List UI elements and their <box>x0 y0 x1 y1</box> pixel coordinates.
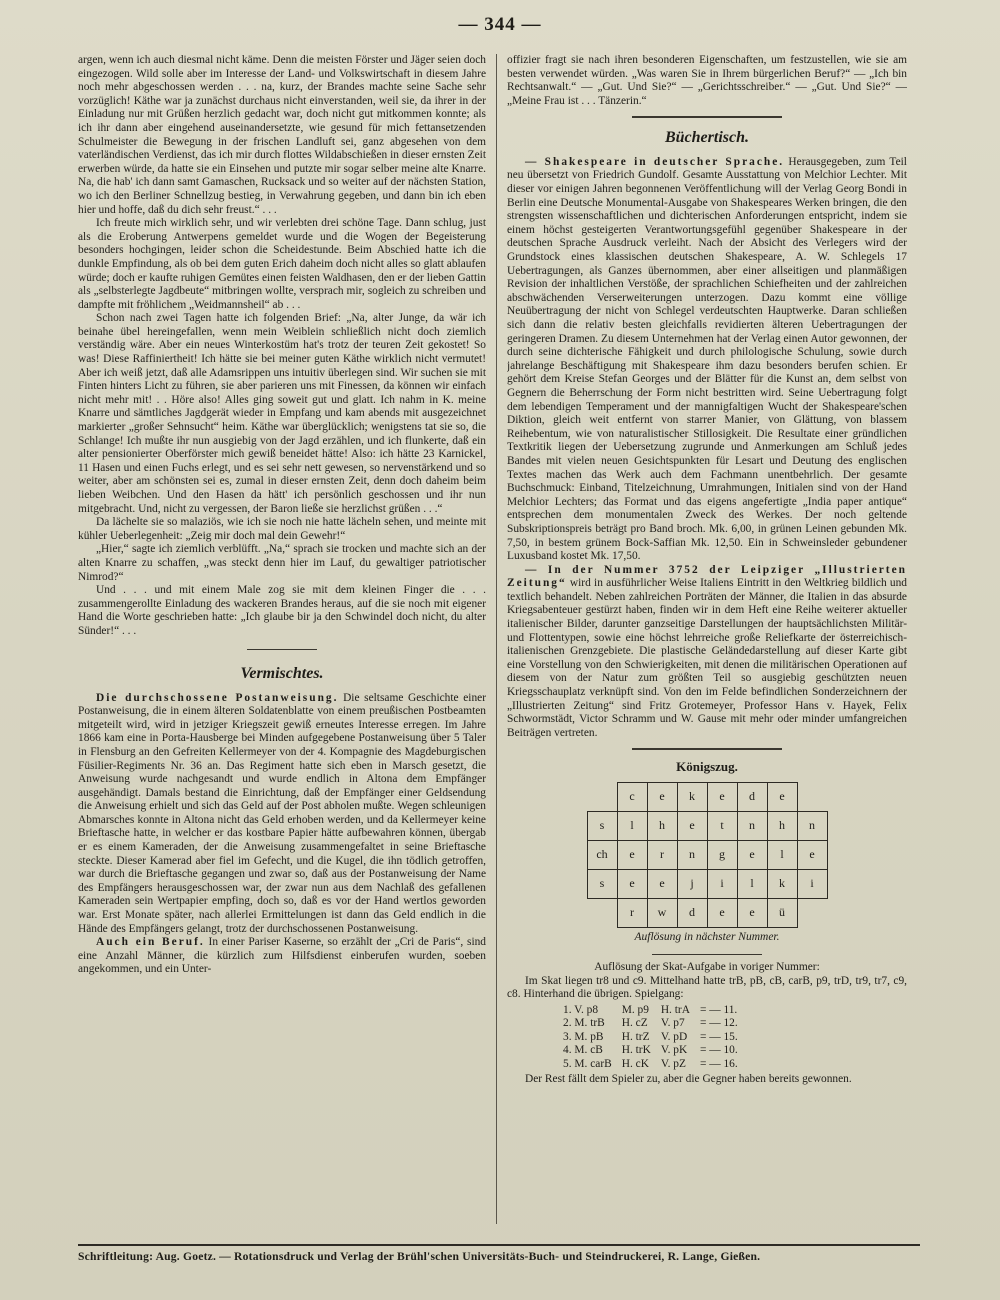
article-lead: Die durchschossene Postanweisung. <box>96 691 339 704</box>
skat-moves-table <box>563 1004 748 1071</box>
puzzle-row <box>587 782 827 811</box>
puzzle-row <box>587 811 827 840</box>
puzzle-cell: e <box>767 782 797 811</box>
puzzle-blank <box>587 782 617 811</box>
skat-cell: H. trK <box>621 1044 651 1057</box>
skat-cell: V. pZ <box>660 1057 686 1070</box>
puzzle-grid <box>587 782 828 928</box>
misc-article <box>78 936 486 977</box>
puzzle-cell: e <box>707 898 737 927</box>
puzzle-cell: e <box>797 840 827 869</box>
puzzle-cell: ch <box>587 840 617 869</box>
skat-trick-row <box>563 1044 748 1057</box>
puzzle-cell: h <box>767 811 797 840</box>
puzzle-cell: e <box>737 840 767 869</box>
puzzle-cell: d <box>677 898 707 927</box>
story-paragraph: „Hier,“ sagte ich ziemlich verblüfft. „Na,“ sprach sie trocken und machte sich an der alten Knarre zu schaffen, „was steckt denn hier im Lauf, du gewaltiger patriotischer Nimrod?“ <box>78 543 486 583</box>
review-text: Herausgegeben, zum Teil neu übersetzt von Friedrich Gundolf. Gesamte Ausstattung von Melchior Lechter. Mit dieser vor einigen Jahren begonnenen Veröffentlichung will der Verlag Georg Bondi in Berlin eine Deutsche Monumental-Ausgabe von Shakespeares Werken bringen, die den strengsten wissenschaftlichen und dichterischen Anforderungen entspricht, indem sie einem höchst gesteigerten Verantwortungsgefühl gegenüber Shakespeare in der deutschen Sprache Ausdruck verleiht. Nach der Absicht des Verlegers wird der Grundstock eines klassischen deutschen Shakespeare, A. W. Schlegels 17 Uebertragungen, als Ganzes übernommen, aber einer allseitigen und planmäßigen Revision der inhaltlichen Verstöße, der sprachlichen Schiefheiten und der zahlreichen abschwächenden Verserweiterungen unterzogen. Dazu kommt eine völlige Neuübertragung der nicht von Schlegel verdeutschten Hauptwerke. Daran schließen sich dann die relativ besten gleichfalls revidierten älteren Uebertragungen der geringeren Dramen. Zu diesem Unternehmen hat der Verlag einen Autor gewonnen, der durch seine dichterische Fähigkeit und durch philologische Schulung, sowie durch jahrelange Beschäftigung mit Shakespeare ihm dazu besonders berufen schien. Er gehört dem Kreise Stefan Georges und der Blätter für die Kunst an, dem selbst von Gegnern die Beherrschung der Form nicht bestritten wird. Seine Uebertragung folgt dem lebendigen Temperament und der mannigfaltigen Wucht der Shakespeare'schen Diktion, gleich weit entfernt von starrer Manier, von Glättung, von blassem Reihebentum, wie von naturalistischer Stillosigkeit. Die Resultate einer gründlichen Textkritik liegen der Uebersetzung zugrunde und Anmerkungen am Schluß jedes Bandes mit vielen neuen Gesichtspunkten für Lesart und Deutung des englischen Textes machen das Werk auch dem Fachmann unentbehrlich. Der gesamte Buchschmuck: Einband, Titelzeichnung, Umrahmungen, Initialen sind von der Hand Melchior Lechters; das Format und das eigens angefertigte „India paper antique“ entsprechen dem monumentalen Zweck des Werkes. Der noch geltende Subskriptionspreis beträgt pro Band broch. Mk. 6,00, in grünen Leinen gebunden Mk. 7,50, in bestem grünem Bock-Saffian Mk. 12,50. Ein in Schweinsleder gebundener Luxusband kostet Mk. 17,50. <box>507 155 907 563</box>
skat-cell: = — 10. <box>699 1044 738 1057</box>
puzzle-cell: r <box>647 840 677 869</box>
book-review <box>507 156 907 564</box>
skat-cell: H. trZ <box>621 1030 650 1043</box>
puzzle-cell: c <box>617 782 647 811</box>
puzzle-row <box>587 840 827 869</box>
skat-cell: M. p9 <box>621 1003 649 1016</box>
puzzle-cell: i <box>797 869 827 898</box>
skat-cell: = — 16. <box>699 1057 738 1070</box>
story-paragraph: Ich freute mich wirklich sehr, und wir verlebten drei schöne Tage. Dann schlug, just als die Eroberung Antwerpens gemeldet wurde und die Wogen der Begeisterung besonders hochgingen, leider schon die Scheidestunde. Beim Abschied hatte ich die dunkle Empfindung, als ob bei dem guten Erich daheim doch nicht alles so glatt ablaufen würde; doch er kaufte ruhigen Gemütes einen feisten Waldhasen, den er der lieben Gattin als „selbsterlegte Jagdbeute“ mitbringen wollte, versprach mir, sogleich zu schreiben und dampfte mit fröhlichem „Weidmannsheil“ ab . . . <box>78 217 486 311</box>
puzzle-row <box>587 869 827 898</box>
page-number: — 344 — <box>458 14 542 35</box>
puzzle-cell: d <box>737 782 767 811</box>
story-paragraph: Und . . . und mit einem Male zog sie mit dem kleinen Finger die . . . zusammengerollte Einladung des wackeren Brandes heraus, auf die sie noch mit eigener Hand die Worte geschrieben hatte: „Ich glaube bir ja den Schwindel doch nicht, du alter Sünder!“ . . . <box>78 584 486 637</box>
continuation-paragraph: offizier fragt sie nach ihren besonderen Eigenschaften, um festzustellen, wie sie am besten verwendet würden. „Was waren Sie in Ihrem bürgerlichen Beruf?“ — „Ich bin Rechtsanwalt.“ — „Gut. Und Sie?“ — „Gerichtsschreiber.“ — „Gut. Und Sie?“ — „Meine Frau ist . . . Tänzerin.“ <box>507 54 907 107</box>
skat-cell: = — 15. <box>699 1030 738 1043</box>
right-column <box>507 54 907 1229</box>
article-text: Die seltsame Geschichte einer Postanweisung, die in einem älteren Soldatenblatte von einem preußischen Postbeamten mitgeteilt wird, wird in jetziger Kriegszeit gewiß erneutes Interesse erregen. Im Jahre 1866 kam eine in Porta-Hausberge bei Minden aufgegebene Postanweisung über 5 Taler in Flensburg an den Gefreiten Kellermeyer von der 4. Kompagnie des Magdeburgischen Füsilier-Regiments Nr. 36 an. Das Regiment hatte sich eben in Marsch gesetzt, die Anweisung wurde nachgesandt und wurde endlich in Altona dem Empfänger ausgehändigt. Damals bestand die Einrichtung, daß der Empfänger einer Geldsendung die Anweisung erhielt und sich das Geld auf der Post abholen mußte. Wegen schleunigen Abmarsches konnte in Altona nicht das Geld erhoben werden, und da Kellermeyer keine Brieftasche hatte, in welcher er das kostbare Papier hätte aufbewahren können, übergab er es einem Kameraden, der die Anweisung zusammengefaltet in seine Brieftasche steckte. Dieser Kamerad aber fiel im Gefecht, und die Kugel, die ihn tödlich getroffen, war durch die Brieftasche gegangen und zwar so, daß aus der Postanweisung der Name des Empfängers herausgeschossen war, der zwar nun aus dem Nachlaß des gefallenen Kameraden sein Wertpapier empfing, doch so, daß es vor der Hand wertlos geworden war. Erst Monate später, nach allerlei Ermittelungen ist dann das Geld endlich in die Hände des Empfängers gelangt, trotz der durchschossenen Postanweisung. <box>78 691 486 935</box>
book-review <box>507 564 907 741</box>
puzzle-cell: n <box>677 840 707 869</box>
story-paragraph: Schon nach zwei Tagen hatte ich folgenden Brief: „Na, alter Junge, da wär ich beinahe übel hereingefallen, wenn mein Weiblein schließlich nicht doch ziemlich verständig wäre. Aber ein neues Winterkostüm hat's trotz der teuren Zeit gekostet! So was! Diese Raffiniertheit! Ich hätte sie bei meiner guten Käthe wirklich nicht vermutet! Aber ich weiß jetzt, daß alle Adamsrippen uns intuitiv überlegen sind. Wir suchen sie mit Finten hinters Licht zu führen, sie aber parieren uns mit Finessen, da können wir einfach nicht mehr mit! . . Höre also! Alles ging soweit gut und glatt. Ich nahm in K. meine Knarre und sämtliches Jagdgerät wieder in Empfang und kam abends mit ausgezeichnet markierter „großer Sehnsucht“ heim. Käthe war überglücklich; wenigstens tat sie so, die Schlange! Ich mußte ihr nun ausgiebig von der Jagd erzählen, und ich flunkerte, daß ein alter pensionierter Oberförster mich gewiß beneidet hätte! Also: ich hätte 23 Karnickel, 11 Hasen und einen Fuchs erlegt, und es sei sehr nett gewesen, so nervenstärkend und so weiter, aber am schönsten sei es, zumal in dieser ernsten Zeit, denn doch daheim beim lieben Weibchen. Und den Hasen da hätt' ich persönlich geschossen und ihr nun mitgebracht. Und, nicht zu vergessen, der Baron ließe sie herzlichst grüßen . . .“ <box>78 312 486 515</box>
puzzle-cell: k <box>677 782 707 811</box>
puzzle-cell: l <box>737 869 767 898</box>
puzzle-cell: k <box>767 869 797 898</box>
puzzle-cell: g <box>707 840 737 869</box>
section-divider <box>632 116 782 118</box>
skat-trick-row <box>563 1004 748 1017</box>
section-divider <box>632 748 782 750</box>
puzzle-cell: e <box>737 898 767 927</box>
imprint-footer: Schriftleitung: Aug. Goetz. — Rotationsdruck und Verlag der Brühl'schen Universitäts-Buch- und Steindruckerei, R. Lange, Gießen. <box>78 1244 920 1263</box>
puzzle-cell: r <box>617 898 647 927</box>
puzzle-cell: e <box>707 782 737 811</box>
article-lead: Auch ein Beruf. <box>96 936 205 949</box>
review-lead: — Shakespeare in deutscher Sprache. <box>525 155 785 168</box>
story-paragraph: Da lächelte sie so malaziös, wie ich sie noch nie hatte lächeln sehen, und meinte mit kühler Ueberlegenheit: „Zeig mir doch mal dein Gewehr!“ <box>78 516 486 542</box>
solution-intro: Im Skat liegen tr8 und c9. Mittelhand hatte trB, pB, cB, carB, p9, trD, tr9, tr7, c9, c8. Hinterhand die übrigen. Spielgang: <box>507 974 907 1001</box>
skat-cell: = — 11. <box>699 1003 738 1016</box>
puzzle-blank <box>797 898 827 927</box>
puzzle-cell: l <box>617 811 647 840</box>
puzzle-cell: e <box>647 782 677 811</box>
skat-cell: V. pD <box>660 1030 688 1043</box>
left-column <box>78 54 486 1219</box>
column-divider <box>496 54 497 1224</box>
review-text: wird in ausführlicher Weise Italiens Eintritt in den Weltkrieg bildlich und textlich behandelt. Neben zahlreichen Porträten der Männer, die Italien in das absurde Kriegsabenteuer gestürzt haben, finden wir in dem Heft eine Reihe weiterer aktueller italienischer Bilder, darunter ganzseitige Darstellungen der hauptsächlichsten Militär- und Flottentypen, sowie eine höchst lehrreiche große Reliefkarte der österreichisch-italienischen Grenzgebiete. Die plastische Geländedarstellung auf dieser Karte gibt eine Vorstellung von den Schwierigkeiten, mit denen die militärischen Operationen auf diesem von der Natur zum größten Teil so ausgiebig geschützten neuen Kriegsschauplatz verknüpft sind. Von den im Felde befindlichen Sonderzeichnern der „Illustrierten Zeitung“ sind Fritz Grotemeyer, Professor Hans v. Hayek, Felix Schwormstädt, Victor Schramm und W. Gause mit mehr oder minder umfangreichen Beiträgen vertreten. <box>507 577 907 739</box>
misc-article <box>78 692 486 937</box>
story-paragraph: argen, wenn ich auch diesmal nicht käme. Denn die meisten Förster und Jäger seien doch eingezogen. Wild solle aber im Interesse der Land- und Volkswirtschaft in diesem Jahre noch mehr abgeschossen werden . . . na, kurz, der Brandes machte seine Sache sehr vorzüglich! Käthe war ja zunächst durchaus nicht einverstanden, weil sie, da ihrer in der Einladung nur mit Grüßen herzlich gedacht war, doch nicht gut mitkommen konnte; als ich ihr dann aber eingehend auseinandersetzte, wie gesund für mich fettansetzenden Schulmeister die Bewegung in der frischen Landluft sei, ganz abgesehen von dem vaterländischen Verdienst, das ich mir durch flottes Wildabschießen in dieser ernsten Zeit erwerben würde, da hatte sie ein Einsehen und putzte mir sogar selber meine alte Knarre. Na, die hab' ich dann samt Gamaschen, Rucksack und so weiter auf der nächsten Station, wo ich den Berliner Schnellzug bestieg, in Verwahrung gegeben, und dann bin ich eben hier und hoffe, daß du dich sehr freust.“ . . . <box>78 54 486 216</box>
puzzle-cell: n <box>737 811 767 840</box>
puzzle-blank <box>587 898 617 927</box>
skat-cell: 4. M. cB <box>563 1044 603 1057</box>
puzzle-blank <box>797 782 827 811</box>
skat-cell: 1. V. p8 <box>563 1003 599 1016</box>
puzzle-cell: e <box>647 869 677 898</box>
section-title-buechertisch: Büchertisch. <box>664 128 749 146</box>
solution-title: Auflösung der Skat-Aufgabe in voriger Nummer: <box>594 961 820 974</box>
puzzle-cell: ü <box>767 898 797 927</box>
puzzle-row <box>587 898 827 927</box>
review-lead: — In der Nummer 3752 der Leipziger „Illustrierten Zeitung“ <box>507 563 907 590</box>
puzzle-title: Königszug. <box>676 758 738 774</box>
puzzle-cell: s <box>587 869 617 898</box>
article-text: In einer Pariser Kaserne, so erzählt der „Cri de Paris“, sind eine Anzahl Männer, die kürzlich zum Hilfsdienst einberufen wurden, soeben angekommen, und ein Unter- <box>78 936 486 976</box>
skat-cell: 2. M. trB <box>563 1017 605 1030</box>
puzzle-cell: s <box>587 811 617 840</box>
puzzle-cell: i <box>707 869 737 898</box>
puzzle-cell: j <box>677 869 707 898</box>
puzzle-section <box>507 760 907 944</box>
skat-cell: H. trA <box>660 1003 690 1016</box>
skat-cell: H. cK <box>621 1057 649 1070</box>
skat-trick-row <box>563 1031 748 1044</box>
skat-trick-row <box>563 1058 748 1071</box>
puzzle-cell: t <box>707 811 737 840</box>
skat-cell: V. p7 <box>660 1017 685 1030</box>
section-divider <box>247 649 317 650</box>
skat-cell: = — 12. <box>699 1017 738 1030</box>
puzzle-cell: n <box>797 811 827 840</box>
puzzle-cell: h <box>647 811 677 840</box>
puzzle-cell: e <box>677 811 707 840</box>
skat-cell: 3. M. pB <box>563 1030 604 1043</box>
skat-cell: 5. M. carB <box>563 1057 612 1070</box>
puzzle-cell: l <box>767 840 797 869</box>
solution-closing: Der Rest fällt dem Spieler zu, aber die Gegner haben bereits gewonnen. <box>525 1072 852 1085</box>
puzzle-cell: w <box>647 898 677 927</box>
skat-trick-row <box>563 1017 748 1030</box>
puzzle-note: Auflösung in nächster Nummer. <box>634 930 780 943</box>
section-title-vermischtes: Vermischtes. <box>240 664 324 682</box>
skat-cell: H. cZ <box>621 1017 648 1030</box>
puzzle-cell: e <box>617 840 647 869</box>
section-divider <box>652 954 762 955</box>
puzzle-cell: e <box>617 869 647 898</box>
skat-cell: V. pK <box>660 1044 688 1057</box>
